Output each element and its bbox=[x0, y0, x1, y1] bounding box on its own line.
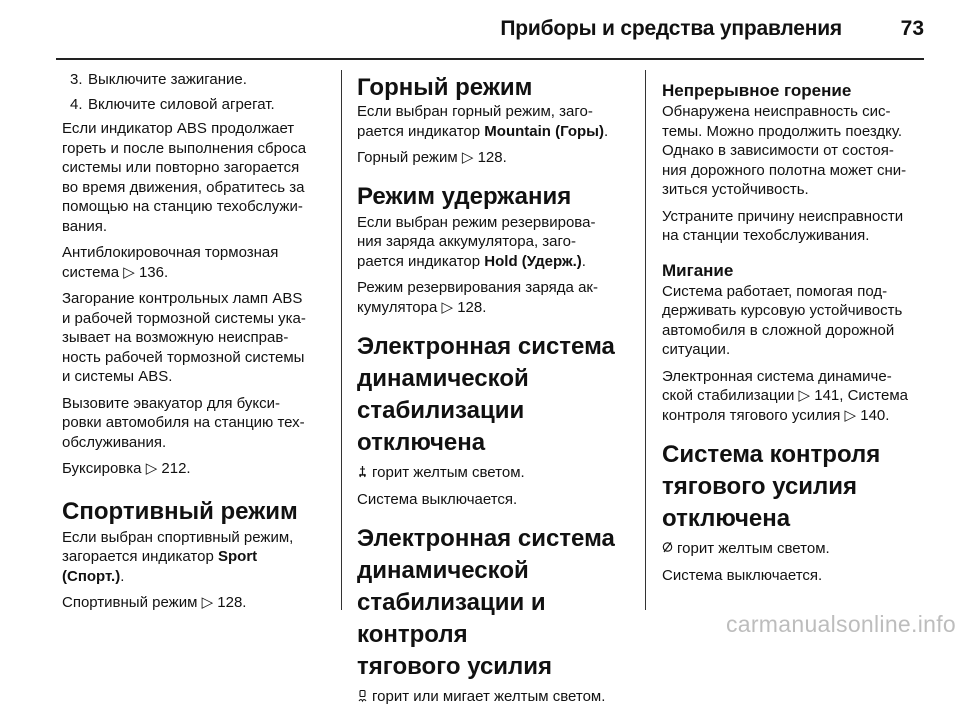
watermark: carmanualsonline.info bbox=[725, 611, 956, 637]
indicator-label: Mountain (Горы) bbox=[484, 122, 604, 140]
abs-paragraph: Если индикатор ABS продолжает гореть и после выполнения сброса системы или повторно загорается во время движения, обратитесь за помощью на станцию техобслужи- вания. bbox=[62, 120, 307, 235]
page-title: Приборы и средства управления bbox=[500, 17, 842, 40]
section-heading-esp-tc: Электронная система динамической стабилизации и контроля тягового усилия bbox=[357, 525, 615, 680]
indicator-label: Sport bbox=[217, 548, 258, 565]
page-link[interactable]: 128. bbox=[217, 594, 247, 611]
blinking-reference: Электронная система динамиче- ской стабилизации ▷ 141, Система контроля тягового усилия ▷ 140. bbox=[662, 367, 909, 424]
arrow-icon: ▷ bbox=[145, 460, 158, 477]
section-heading-tc-off: Система контроля тягового усилия отключена bbox=[662, 441, 881, 532]
column-2 bbox=[357, 70, 627, 714]
step-4: 4. Включите силовой агрегат. bbox=[70, 95, 275, 113]
column-divider-1 bbox=[341, 70, 342, 610]
sport-reference: Спортивный режим ▷ 128. bbox=[62, 594, 247, 611]
service-paragraph: Устраните причину неисправности на станции техобслуживания. bbox=[662, 207, 904, 244]
esp-off-icon bbox=[357, 465, 368, 479]
esp-off-status: Система выключается. bbox=[357, 490, 518, 508]
arrow-icon: ▷ bbox=[844, 406, 857, 424]
tc-off-status: Система выключается. bbox=[662, 566, 823, 584]
page-header bbox=[0, 0, 960, 58]
section-heading-esp-off: Электронная система динамической стабилизации отключена bbox=[357, 333, 615, 456]
step-3: 3. Выключите зажигание. bbox=[70, 71, 247, 88]
column-1 bbox=[62, 70, 332, 620]
section-heading-blinking: Мигание bbox=[662, 260, 734, 280]
hold-reference: Режим резервирования заряда ак- кумулятора ▷ 128. bbox=[357, 279, 598, 316]
page-number: 73 bbox=[900, 17, 924, 40]
indicator-label: (Спорт.) bbox=[62, 567, 121, 585]
tow-paragraph: Вызовите эвакуатор для букси- ровки автомобиля на станцию тех- обслуживания. bbox=[62, 394, 305, 451]
column-3 bbox=[662, 70, 930, 592]
mountain-paragraph: Если выбран горный режим, заго- рается индикатор Mountain (Горы). bbox=[357, 103, 609, 140]
page-link[interactable]: 128. bbox=[477, 149, 507, 166]
page-link[interactable]: 141, Система bbox=[814, 387, 909, 404]
hold-paragraph: Если выбран режим резервирова- ния заряда аккумулятора, заго- рается индикатор Hold (Удерж.). bbox=[357, 213, 596, 270]
continuous-paragraph: Обнаружена неисправность сис- темы. Можно продолжить поездку. Однако в зависимости от состоя- ния дорожного полотна может сни- зиться устойчивость. bbox=[662, 103, 907, 198]
blinking-paragraph: Система работает, помогая под- держивать курсовую устойчивость автомобиля в сложной дорожной ситуации. bbox=[662, 282, 903, 358]
section-heading-continuous: Непрерывное горение bbox=[662, 81, 852, 100]
page-link[interactable]: 136. bbox=[138, 263, 169, 281]
arrow-icon: ▷ bbox=[123, 263, 135, 281]
section-heading-sport: Спортивный режим bbox=[62, 497, 298, 525]
arrow-icon: ▷ bbox=[461, 149, 474, 166]
header-divider bbox=[56, 58, 924, 60]
indicator-label: Hold (Удерж.) bbox=[484, 252, 582, 270]
section-heading-mountain: Горный режим bbox=[357, 74, 533, 101]
arrow-icon: ▷ bbox=[798, 387, 811, 404]
tc-off-paragraph: горит желтым светом. bbox=[662, 539, 930, 559]
abs-reference: Антиблокировочная тормозная система ▷ 136. bbox=[62, 244, 279, 281]
traction-control-off-icon bbox=[662, 541, 673, 555]
arrow-icon: ▷ bbox=[441, 298, 454, 316]
towing-reference: Буксировка ▷ 212. bbox=[62, 460, 191, 477]
warning-paragraph: Загорание контрольных ламп ABS и рабочей тормозной системы ука- зывает на возможную неисправ- ность рабочей тормозной системы и системы ABS. bbox=[62, 290, 306, 385]
sport-paragraph: Если выбран спортивный режим, загорается индикатор Sport (Спорт.). bbox=[62, 528, 294, 585]
mountain-reference: Горный режим ▷ 128. bbox=[357, 149, 507, 166]
page-link[interactable]: 140. bbox=[860, 406, 890, 424]
section-heading-hold: Режим удержания bbox=[357, 182, 572, 210]
column-divider-2 bbox=[645, 70, 646, 610]
page-link[interactable]: 128. bbox=[457, 298, 487, 316]
esp-off-paragraph: горит желтым светом. bbox=[357, 463, 627, 483]
esp-tc-paragraph: горит или мигает желтым светом. bbox=[357, 687, 627, 707]
arrow-icon: ▷ bbox=[201, 594, 214, 611]
page-link[interactable]: 212. bbox=[161, 460, 191, 477]
esp-skid-icon bbox=[357, 689, 368, 703]
